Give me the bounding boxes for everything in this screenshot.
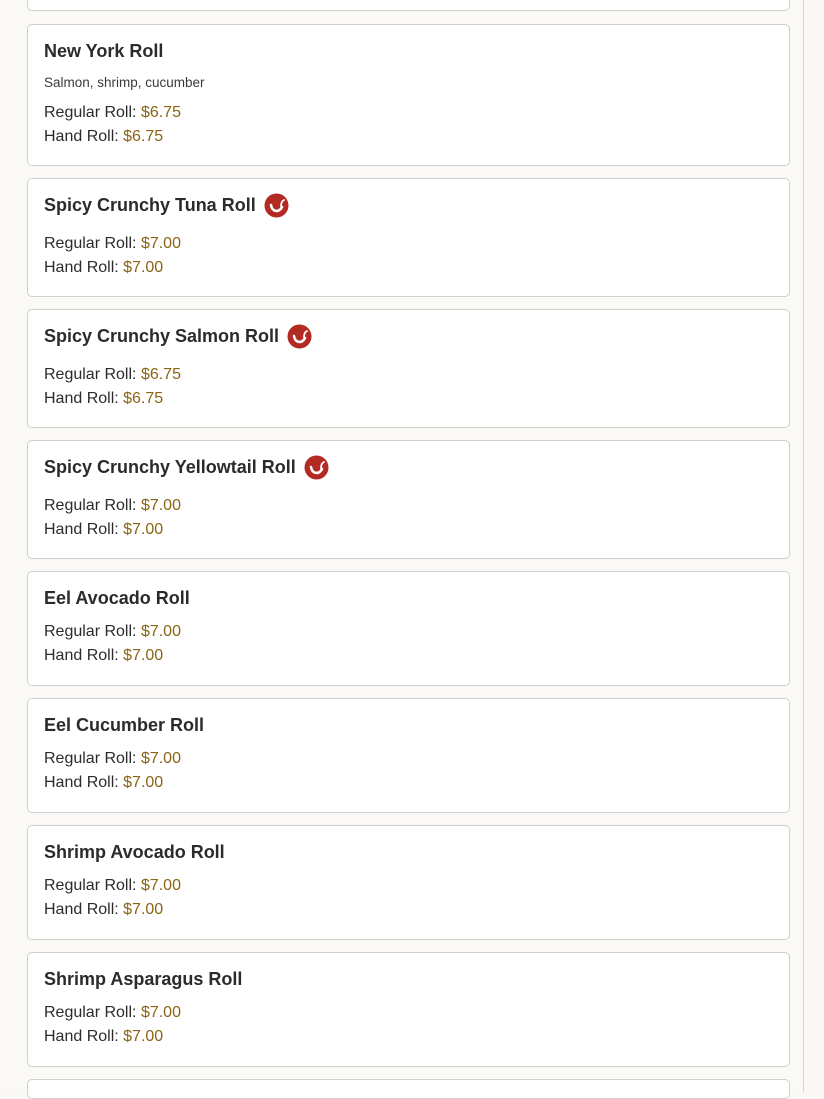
menu-item-card-partial-bottom [27, 1079, 790, 1099]
menu-item-title [44, 842, 225, 863]
regular-roll-label: Regular Roll: [44, 497, 137, 514]
regular-roll-label: Regular Roll: [44, 623, 137, 640]
regular-roll-price: $6.75 [140, 104, 181, 121]
regular-roll-label: Regular Roll: [44, 877, 137, 894]
regular-roll-price: $7.00 [140, 1004, 181, 1021]
regular-roll-price-line [44, 235, 181, 253]
menu-item-name: New York Roll [44, 41, 164, 61]
hand-roll-label: Hand Roll: [44, 521, 119, 538]
menu-item-name: Spicy Crunchy Salmon Roll [44, 326, 280, 346]
menu-item-card[interactable] [27, 440, 790, 559]
hand-roll-price: $6.75 [123, 128, 164, 145]
hand-roll-price: $7.00 [123, 901, 164, 918]
hand-roll-label: Hand Roll: [44, 1028, 119, 1045]
regular-roll-price: $7.00 [140, 750, 181, 767]
hand-roll-price: $6.75 [123, 390, 164, 407]
regular-roll-label: Regular Roll: [44, 366, 137, 383]
menu-item-title [44, 193, 289, 218]
hand-roll-price-line [44, 647, 163, 665]
menu-item-card[interactable] [27, 309, 790, 428]
chili-pepper-icon [264, 193, 289, 218]
menu-item-name: Shrimp Avocado Roll [44, 842, 225, 862]
hand-roll-price-line [44, 901, 163, 919]
menu-item-name: Spicy Crunchy Yellowtail Roll [44, 457, 296, 477]
regular-roll-price-line [44, 1004, 181, 1022]
menu-item-title [44, 324, 312, 349]
menu-item-card[interactable] [27, 571, 790, 686]
hand-roll-label: Hand Roll: [44, 774, 119, 791]
chili-pepper-icon [304, 455, 329, 480]
menu-item-title [44, 588, 190, 609]
menu-item-description: Salmon, shrimp, cucumber [44, 75, 205, 90]
hand-roll-label: Hand Roll: [44, 128, 119, 145]
hand-roll-price-line [44, 1028, 163, 1046]
menu-item-card[interactable] [27, 178, 790, 297]
hand-roll-label: Hand Roll: [44, 901, 119, 918]
regular-roll-price-line [44, 877, 181, 895]
hand-roll-label: Hand Roll: [44, 259, 119, 276]
regular-roll-price: $7.00 [140, 235, 181, 252]
hand-roll-price: $7.00 [123, 774, 164, 791]
menu-item-card-partial-top [27, 0, 790, 11]
regular-roll-price-line [44, 366, 181, 384]
regular-roll-label: Regular Roll: [44, 104, 137, 121]
regular-roll-price: $7.00 [140, 877, 181, 894]
hand-roll-price-line [44, 259, 163, 277]
regular-roll-price: $7.00 [140, 497, 181, 514]
hand-roll-price: $7.00 [123, 259, 164, 276]
hand-roll-price-line [44, 774, 163, 792]
regular-roll-price-line [44, 104, 181, 122]
regular-roll-price-line [44, 750, 181, 768]
regular-roll-label: Regular Roll: [44, 235, 137, 252]
regular-roll-label: Regular Roll: [44, 1004, 137, 1021]
chili-pepper-icon [287, 324, 312, 349]
regular-roll-price-line [44, 623, 181, 641]
hand-roll-price: $7.00 [123, 647, 164, 664]
hand-roll-label: Hand Roll: [44, 390, 119, 407]
hand-roll-price-line [44, 390, 163, 408]
menu-item-title [44, 715, 204, 736]
hand-roll-price: $7.00 [123, 1028, 164, 1045]
regular-roll-price: $7.00 [140, 623, 181, 640]
menu-item-card[interactable] [27, 24, 790, 166]
menu-item-card[interactable] [27, 952, 790, 1067]
menu-item-title [44, 41, 163, 62]
regular-roll-price-line [44, 497, 181, 515]
hand-roll-price-line [44, 521, 163, 539]
menu-item-name: Shrimp Asparagus Roll [44, 969, 243, 989]
regular-roll-price: $6.75 [140, 366, 181, 383]
menu-item-name: Spicy Crunchy Tuna Roll [44, 195, 256, 215]
hand-roll-price: $7.00 [123, 521, 164, 538]
menu-item-title [44, 455, 329, 480]
hand-roll-price-line [44, 128, 163, 146]
regular-roll-label: Regular Roll: [44, 750, 137, 767]
hand-roll-label: Hand Roll: [44, 647, 119, 664]
menu-item-name: Eel Avocado Roll [44, 588, 190, 608]
menu-item-card[interactable] [27, 825, 790, 940]
menu-item-name: Eel Cucumber Roll [44, 715, 205, 735]
menu-item-title [44, 969, 242, 990]
menu-item-card[interactable] [27, 698, 790, 813]
